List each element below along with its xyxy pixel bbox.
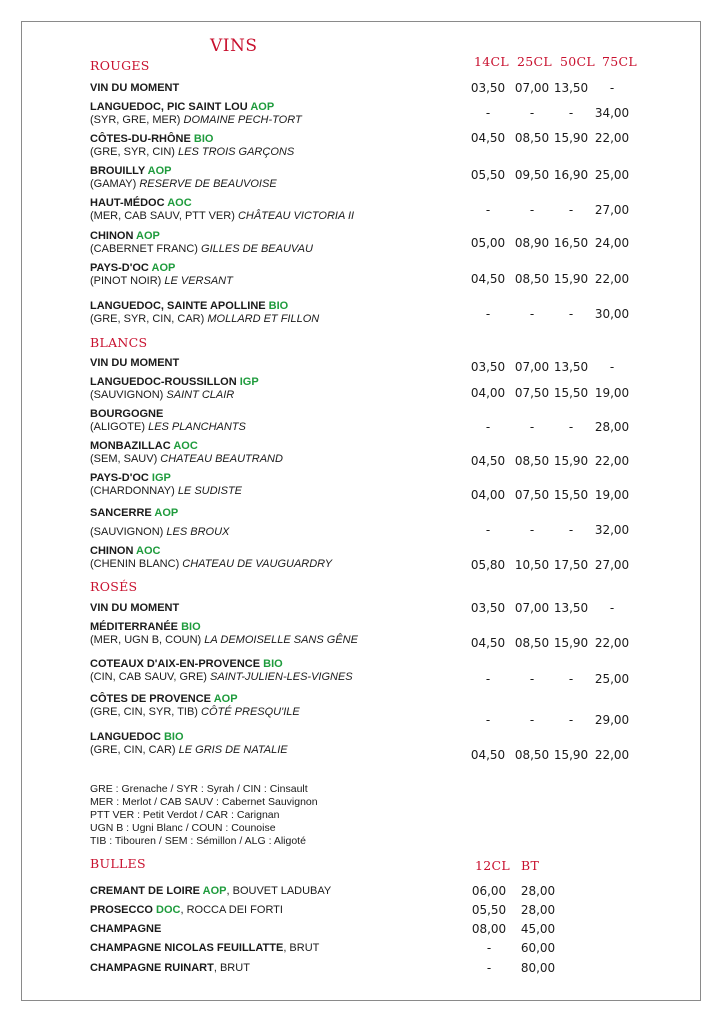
- wine-appellation: CÔTES-DU-RHÔNE: [90, 133, 191, 145]
- wine-producer: LES PLANCHANTS: [148, 421, 246, 433]
- wine-grapes: (GRE, CIN, CAR): [90, 744, 176, 756]
- wine-classification: AOC: [173, 440, 198, 452]
- wine-price: 04,50: [470, 454, 506, 468]
- wine-appellation: SANCERRE: [90, 507, 152, 519]
- wine-price: 13,50: [553, 81, 589, 95]
- wine-name: [90, 885, 460, 898]
- grape-legend: [90, 783, 318, 848]
- wine-item: [90, 602, 460, 615]
- legend-line: GRE : Grenache / SYR : Syrah / CIN : Cinsault: [90, 783, 308, 795]
- wine-price: -: [485, 106, 491, 120]
- wine-producer: CHATEAU DE VAUGUARDRY: [182, 558, 333, 570]
- wine-description: [90, 485, 460, 498]
- wine-price: 03,50: [470, 360, 506, 374]
- legend-line: TIB : Tibouren / SEM : Sémillon / ALG : Aligoté: [90, 835, 306, 847]
- wine-name: [90, 923, 460, 936]
- wine-item: [90, 507, 460, 539]
- wine-price: -: [529, 672, 535, 686]
- wine-grapes: (GRE, SYR, CIN): [90, 146, 175, 158]
- wine-price: -: [486, 961, 492, 975]
- wine-price: -: [529, 203, 535, 217]
- wine-item: [90, 300, 460, 326]
- wine-name: [90, 942, 460, 955]
- wine-producer: SAINT-JULIEN-LES-VIGNES: [210, 671, 353, 683]
- wine-price: -: [485, 420, 491, 434]
- wine-name: [90, 621, 460, 634]
- wine-classification: BIO: [193, 133, 214, 145]
- wine-classification: AOP: [250, 101, 275, 113]
- wine-name: [90, 408, 460, 421]
- wine-description: [90, 706, 460, 719]
- wine-appellation: LANGUEDOC, SAINTE APOLLINE: [90, 300, 266, 312]
- wine-price: 28,00: [594, 420, 630, 434]
- section-heading: BLANCS: [90, 335, 148, 350]
- wine-price: 30,00: [594, 307, 630, 321]
- wine-producer: CHATEAU BEAUTRAND: [160, 453, 283, 465]
- wine-price: 08,50: [514, 636, 550, 650]
- legend-line: PTT VER : Petit Verdot / CAR : Carignan: [90, 809, 280, 821]
- wine-price: -: [609, 81, 615, 95]
- wine-price: 13,50: [553, 360, 589, 374]
- wine-description: [90, 389, 460, 402]
- wine-price: 15,90: [553, 272, 589, 286]
- wine-item: [90, 440, 460, 466]
- wine-name: [90, 376, 460, 389]
- wine-appellation: COTEAUX D'AIX-EN-PROVENCE: [90, 658, 261, 670]
- wine-price: 04,00: [470, 488, 506, 502]
- wine-description: [90, 210, 460, 223]
- wine-description: [90, 634, 460, 647]
- wine-appellation: VIN DU MOMENT: [90, 602, 180, 614]
- wine-price: -: [568, 106, 574, 120]
- wine-item: [90, 230, 460, 256]
- wine-classification: BIO: [181, 621, 201, 633]
- wine-price: -: [529, 713, 535, 727]
- wine-classification: AOP: [147, 165, 172, 177]
- wine-name: [90, 300, 460, 313]
- wine-price: 16,50: [553, 236, 589, 250]
- wine-classification: IGP: [239, 376, 259, 388]
- wine-producer: LA DEMOISELLE SANS GÊNE: [204, 634, 358, 646]
- wine-price: 04,50: [470, 748, 506, 762]
- wine-producer: LE GRIS DE NATALIE: [178, 744, 288, 756]
- wine-producer: SAINT CLAIR: [166, 389, 235, 401]
- wine-price: -: [485, 307, 491, 321]
- wine-name: [90, 545, 460, 558]
- wine-price: -: [568, 420, 574, 434]
- wine-item: [90, 165, 460, 191]
- wine-price: -: [529, 307, 535, 321]
- wine-grapes: (GRE, SYR, CIN, CAR): [90, 313, 205, 325]
- wine-price: 05,00: [470, 236, 506, 250]
- wine-appellation: LANGUEDOC: [90, 731, 161, 743]
- wine-producer: , BRUT: [213, 962, 250, 974]
- wine-price: 15,50: [553, 488, 589, 502]
- wine-description: [90, 526, 460, 539]
- wine-price: 28,00: [520, 884, 556, 898]
- wine-price: 05,50: [470, 168, 506, 182]
- wine-classification: AOP: [213, 693, 238, 705]
- wine-price: 16,90: [553, 168, 589, 182]
- wine-classification: AOC: [167, 197, 192, 209]
- wine-price: -: [568, 307, 574, 321]
- wine-price: 27,00: [594, 203, 630, 217]
- wine-name: [90, 602, 460, 615]
- wine-name: [90, 82, 460, 95]
- wine-name: [90, 731, 460, 744]
- wine-price: 04,50: [470, 636, 506, 650]
- wine-price: 05,50: [471, 903, 507, 917]
- wine-producer: LE VERSANT: [164, 275, 233, 287]
- wine-classification: BIO: [263, 658, 283, 670]
- column-header: 75CL: [602, 54, 637, 69]
- wine-appellation: PAYS-D'OC: [90, 472, 149, 484]
- wine-appellation: PROSECCO: [90, 904, 153, 916]
- wine-appellation: CREMANT DE LOIRE: [90, 885, 200, 897]
- sparkling-item: [90, 923, 460, 936]
- wine-grapes: (CHENIN BLANC): [90, 558, 180, 570]
- wine-grapes: (CIN, CAB SAUV, GRE): [90, 671, 207, 683]
- wine-description: [90, 313, 460, 326]
- wine-price: -: [529, 420, 535, 434]
- wine-appellation: HAUT-MÉDOC: [90, 197, 165, 209]
- wine-price: -: [486, 941, 492, 955]
- wine-appellation: CÔTES DE PROVENCE: [90, 693, 212, 705]
- wine-description: [90, 453, 460, 466]
- wine-classification: AOP: [154, 507, 179, 519]
- wine-price: 09,50: [514, 168, 550, 182]
- column-header: 12CL: [475, 858, 510, 873]
- wine-grapes: (CABERNET FRANC): [90, 243, 198, 255]
- wine-name: [90, 101, 460, 114]
- wine-price: 22,00: [594, 636, 630, 650]
- wine-price: 04,50: [470, 272, 506, 286]
- wine-price: 15,50: [553, 386, 589, 400]
- wine-price: 07,50: [514, 488, 550, 502]
- wine-price: 24,00: [594, 236, 630, 250]
- wine-description: [90, 275, 460, 288]
- wine-appellation: CHAMPAGNE NICOLAS FEUILLATTE: [90, 942, 284, 954]
- wine-price: 13,50: [553, 601, 589, 615]
- wine-appellation: LANGUEDOC-ROUSSILLON: [90, 376, 237, 388]
- wine-producer: CÔTÉ PRESQU'ILE: [201, 706, 300, 718]
- wine-price: 07,50: [514, 386, 550, 400]
- wine-producer: DOMAINE PECH-TORT: [183, 114, 302, 126]
- wine-item: [90, 82, 460, 95]
- wine-price: 19,00: [594, 488, 630, 502]
- wine-price: 15,90: [553, 131, 589, 145]
- wine-appellation: CHINON: [90, 230, 134, 242]
- wine-price: 06,00: [471, 884, 507, 898]
- wine-price: 10,50: [514, 558, 550, 572]
- wine-price: 04,50: [470, 131, 506, 145]
- wine-classification: DOC: [156, 904, 181, 916]
- wine-price: -: [568, 203, 574, 217]
- wine-price: -: [568, 672, 574, 686]
- wine-price: 22,00: [594, 272, 630, 286]
- wine-description: [90, 178, 460, 191]
- wine-name: [90, 507, 460, 520]
- wine-item: [90, 197, 460, 223]
- wine-item: [90, 262, 460, 288]
- wine-grapes: (SYR, GRE, MER): [90, 114, 181, 126]
- wine-price: 22,00: [594, 748, 630, 762]
- section-heading: ROUGES: [90, 58, 150, 73]
- wine-price: 22,00: [594, 454, 630, 468]
- wine-price: -: [529, 106, 535, 120]
- wine-appellation: MONBAZILLAC: [90, 440, 171, 452]
- wine-classification: AOC: [136, 545, 161, 557]
- menu-title: VINS: [210, 36, 258, 56]
- wine-price: -: [485, 203, 491, 217]
- wine-price: 03,50: [470, 81, 506, 95]
- legend-line: UGN B : Ugni Blanc / COUN : Counoise: [90, 822, 276, 834]
- wine-item: [90, 357, 460, 370]
- wine-price: 80,00: [520, 961, 556, 975]
- wine-price: 27,00: [594, 558, 630, 572]
- wine-producer: CHÂTEAU VICTORIA II: [237, 210, 355, 222]
- wine-price: -: [568, 713, 574, 727]
- wine-price: 60,00: [520, 941, 556, 955]
- wine-grapes: (MER, CAB SAUV, PTT VER): [90, 210, 235, 222]
- wine-price: 03,50: [470, 601, 506, 615]
- wine-grapes: (SAUVIGNON): [90, 389, 164, 401]
- wine-appellation: CHAMPAGNE: [90, 923, 162, 935]
- wine-name: [90, 904, 460, 917]
- section-heading: BULLES: [90, 856, 146, 871]
- wine-price: 08,50: [514, 454, 550, 468]
- wine-producer: GILLES DE BEAUVAU: [201, 243, 313, 255]
- wine-item: [90, 545, 460, 571]
- wine-price: 28,00: [520, 903, 556, 917]
- wine-price: 25,00: [594, 672, 630, 686]
- wine-grapes: (PINOT NOIR): [90, 275, 162, 287]
- wine-producer: RESERVE DE BEAUVOISE: [139, 178, 277, 190]
- wine-producer: LES BROUX: [166, 526, 230, 538]
- column-header: 25CL: [517, 54, 552, 69]
- wine-classification: BIO: [268, 300, 289, 312]
- wine-appellation: CHINON: [90, 545, 134, 557]
- wine-price: 25,00: [594, 168, 630, 182]
- wine-grapes: (SAUVIGNON): [90, 526, 164, 538]
- wine-appellation: PAYS-D'OC: [90, 262, 149, 274]
- sparkling-item: [90, 942, 460, 955]
- wine-price: 32,00: [594, 523, 630, 537]
- wine-price: 15,90: [553, 454, 589, 468]
- wine-appellation: CHAMPAGNE RUINART: [90, 962, 214, 974]
- wine-name: [90, 658, 460, 671]
- wine-price: -: [568, 523, 574, 537]
- wine-item: [90, 658, 460, 684]
- wine-producer: LES TROIS GARÇONS: [178, 146, 295, 158]
- wine-item: [90, 408, 460, 434]
- wine-description: [90, 558, 460, 571]
- wine-producer: , BRUT: [283, 942, 320, 954]
- wine-price: 08,90: [514, 236, 550, 250]
- wine-name: [90, 133, 460, 146]
- wine-classification: IGP: [151, 472, 171, 484]
- wine-price: 15,90: [553, 748, 589, 762]
- wine-price: 17,50: [553, 558, 589, 572]
- wine-price: 08,50: [514, 272, 550, 286]
- wine-price: 07,00: [514, 601, 550, 615]
- column-header: 14CL: [474, 54, 509, 69]
- wine-grapes: (MER, UGN B, COUN): [90, 634, 202, 646]
- wine-name: [90, 165, 460, 178]
- legend-line: MER : Merlot / CAB SAUV : Cabernet Sauvignon: [90, 796, 318, 808]
- wine-price: 29,00: [594, 713, 630, 727]
- wine-appellation: LANGUEDOC, PIC SAINT LOU: [90, 101, 248, 113]
- wine-item: [90, 693, 460, 719]
- wine-classification: AOP: [136, 230, 160, 242]
- wine-grapes: (ALIGOTE): [90, 421, 146, 433]
- wine-producer: LE SUDISTE: [177, 485, 242, 497]
- wine-item: [90, 133, 460, 159]
- wine-price: 08,50: [514, 748, 550, 762]
- wine-classification: AOP: [202, 885, 227, 897]
- wine-appellation: BOURGOGNE: [90, 408, 164, 420]
- wine-name: [90, 440, 460, 453]
- wine-item: [90, 621, 460, 647]
- wine-name: [90, 962, 460, 975]
- wine-name: [90, 357, 460, 370]
- wine-price: 07,00: [514, 360, 550, 374]
- wine-name: [90, 197, 460, 210]
- section-heading: ROSÉS: [90, 579, 138, 594]
- sparkling-item: [90, 962, 460, 975]
- wine-price: 15,90: [553, 636, 589, 650]
- wine-description: [90, 243, 460, 256]
- wine-price: 08,50: [514, 131, 550, 145]
- wine-item: [90, 731, 460, 757]
- wine-appellation: VIN DU MOMENT: [90, 357, 180, 369]
- column-header: 50CL: [560, 54, 595, 69]
- wine-appellation: MÉDITERRANÉE: [90, 621, 179, 633]
- wine-description: [90, 671, 460, 684]
- wine-price: -: [609, 360, 615, 374]
- wine-price: 04,00: [470, 386, 506, 400]
- wine-producer: , BOUVET LADUBAY: [226, 885, 332, 897]
- wine-grapes: (GRE, CIN, SYR, TIB): [90, 706, 198, 718]
- wine-name: [90, 472, 460, 485]
- wine-grapes: (GAMAY): [90, 178, 137, 190]
- wine-item: [90, 101, 460, 127]
- wine-description: [90, 421, 460, 434]
- wine-price: 34,00: [594, 106, 630, 120]
- wine-price: 45,00: [520, 922, 556, 936]
- wine-description: [90, 114, 460, 127]
- wine-price: 08,00: [471, 922, 507, 936]
- wine-grapes: (CHARDONNAY): [90, 485, 175, 497]
- sparkling-item: [90, 885, 460, 898]
- wine-price: -: [529, 523, 535, 537]
- wine-price: -: [609, 601, 615, 615]
- wine-price: 05,80: [470, 558, 506, 572]
- wine-price: -: [485, 523, 491, 537]
- wine-producer: , ROCCA DEI FORTI: [180, 904, 283, 916]
- wine-item: [90, 376, 460, 402]
- wine-appellation: BROUILLY: [90, 165, 146, 177]
- wine-classification: BIO: [163, 731, 184, 743]
- wine-name: [90, 262, 460, 275]
- wine-classification: AOP: [151, 262, 176, 274]
- wine-name: [90, 693, 460, 706]
- wine-price: -: [485, 672, 491, 686]
- wine-name: [90, 230, 460, 243]
- wine-price: 22,00: [594, 131, 630, 145]
- wine-price: -: [485, 713, 491, 727]
- wine-producer: MOLLARD ET FILLON: [207, 313, 320, 325]
- wine-price: 07,00: [514, 81, 550, 95]
- wine-grapes: (SEM, SAUV): [90, 453, 158, 465]
- column-header: BT: [521, 858, 540, 873]
- sparkling-item: [90, 904, 460, 917]
- wine-price: 19,00: [594, 386, 630, 400]
- wine-description: [90, 744, 460, 757]
- wine-description: [90, 146, 460, 159]
- wine-item: [90, 472, 460, 498]
- wine-appellation: VIN DU MOMENT: [90, 82, 180, 94]
